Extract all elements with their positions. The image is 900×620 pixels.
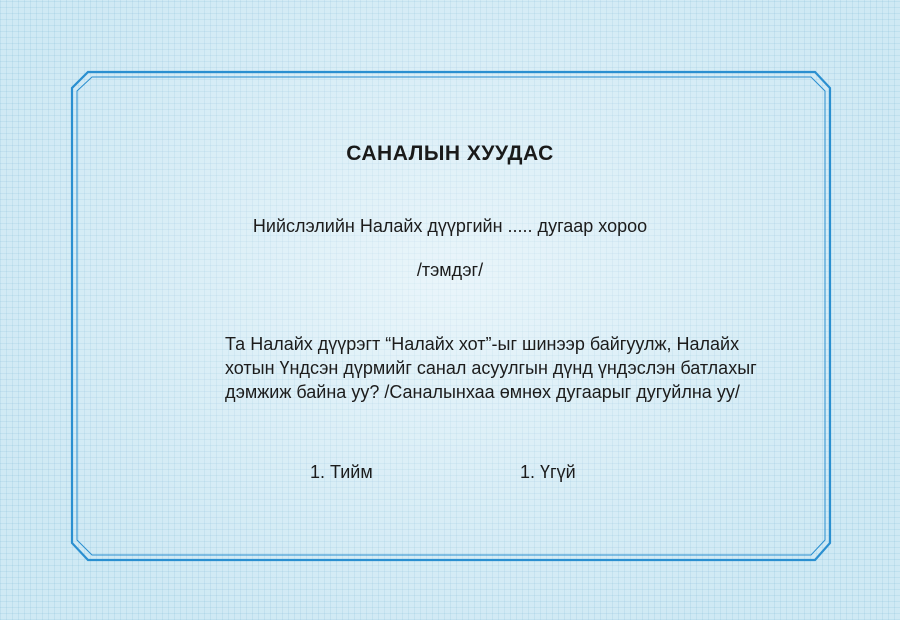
option-yes[interactable]: 1. Тийм — [310, 462, 373, 482]
ballot-question: Та Налайх дүүрэгт “Налайх хот”-ыг шинээр байгуулж, Налайх хотын Үндсэн дүрмийг санал асуулгын дүнд үндэслэн батлахыг дэмжиж байна уу? /Саналынхаа өмнөх дугаарыг дугуйлна уу/ — [225, 334, 757, 402]
ballot-title: САНАЛЫН ХУУДАС — [346, 142, 554, 165]
option-no[interactable]: 1. Үгүй — [520, 462, 576, 482]
district-line: Нийслэлийн Налайх дүүргийн ..... дугаар хороо — [252, 216, 648, 236]
stamp-note: /тэмдэг/ — [416, 260, 484, 280]
